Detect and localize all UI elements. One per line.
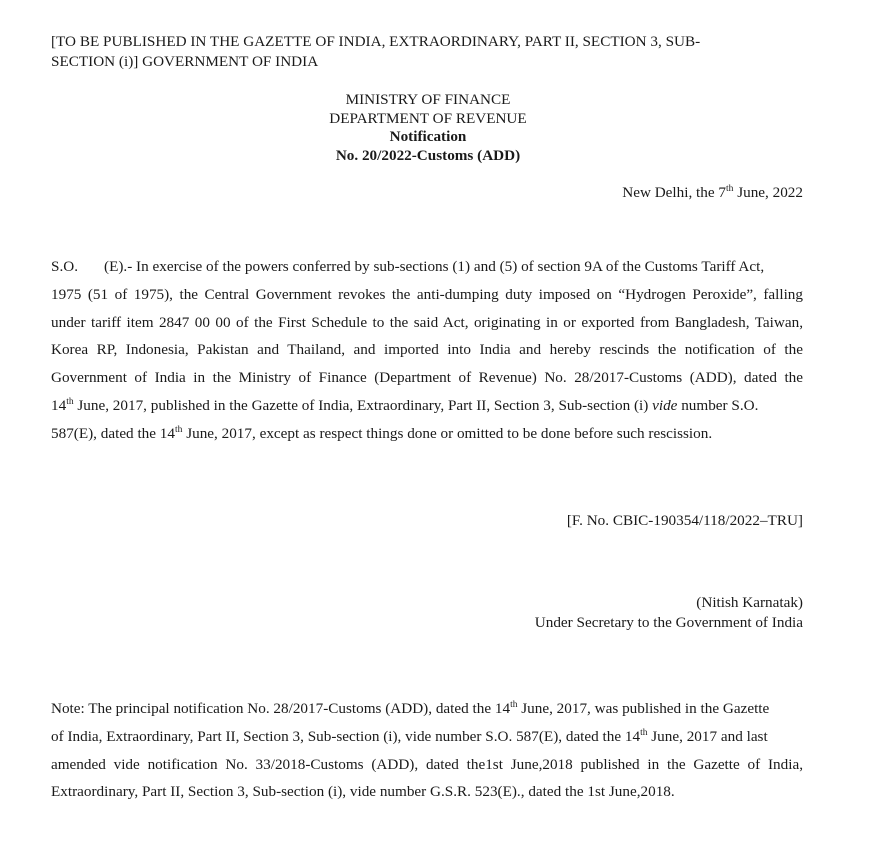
notification-body	[51, 253, 803, 448]
note-line-2-sup: th	[640, 727, 648, 738]
body-line-6-b: June, 2017, published in the Gazette of India, Extraordinary, Part II, Section 3, Sub-section (i)	[73, 396, 653, 414]
body-line-6-vide: vide	[652, 396, 678, 414]
body-line-7-sup: th	[175, 424, 183, 435]
file-number: [F. No. CBIC-190354/118/2022–TRU]	[566, 512, 803, 529]
note-line-2-b: June, 2017 and last	[647, 727, 768, 745]
note-line-1-a: Note: The principal notification No. 28/2017-Customs (ADD), dated the 14	[51, 700, 511, 717]
note-section	[51, 695, 803, 806]
body-line-5: Government of India in the Ministry of Finance (Department of Revenue) No. 28/2017-Customs (ADD), dated the	[51, 369, 803, 387]
notification-title: Notification	[389, 128, 467, 145]
signatory-designation: Under Secretary to the Government of India	[534, 614, 803, 631]
note-line-2-a: of India, Extraordinary, Part II, Section 3, Sub-section (i), vide number S.O. 587(E), dated the 14	[51, 727, 641, 745]
body-line-6-c: number S.O.	[677, 396, 759, 414]
body-line-7	[51, 420, 803, 448]
body-line-6-a: 14	[51, 396, 67, 414]
body-line-1	[51, 253, 803, 281]
note-line-2	[51, 723, 803, 751]
notification-number: No. 20/2022-Customs (ADD)	[335, 147, 521, 164]
dateline-suffix: June, 2022	[733, 184, 803, 201]
body-line-4: Korea RP, Indonesia, Pakistan and Thailand, and imported into India and hereby rescinds the notification of the	[51, 341, 803, 359]
note-line-3: amended vide notification No. 33/2018-Customs (ADD), dated the1st June,2018 published in the Gazette of India,	[51, 755, 803, 773]
note-line-4: Extraordinary, Part II, Section 3, Sub-section (i), vide number G.S.R. 523(E)., dated the 1st June,2018.	[51, 783, 675, 801]
signatory-name: (Nitish Karnatak)	[696, 594, 803, 611]
body-line-2: 1975 (51 of 1975), the Central Government revokes the anti-dumping duty imposed on “Hydrogen Peroxide”, falling	[51, 285, 803, 303]
note-line-1	[51, 695, 803, 723]
ministry-name: MINISTRY OF FINANCE	[345, 91, 511, 108]
body-line-1-text: (E).- In exercise of the powers conferred by sub-sections (1) and (5) of section 9A of the Customs Tariff Act,	[104, 258, 765, 275]
dateline	[622, 183, 803, 203]
body-line-7-b: June, 2017, except as respect things done or omitted to be done before such rescission.	[182, 424, 713, 442]
so-label: S.O.	[51, 258, 79, 275]
body-line-3: under tariff item 2847 00 00 of the First Schedule to the said Act, originating in or exported from Bangladesh, Taiwan,	[51, 313, 803, 331]
note-line-1-b: June, 2017, was published in the Gazette	[517, 700, 770, 717]
body-line-6	[51, 392, 803, 420]
dateline-prefix: New Delhi, the 7	[622, 184, 726, 201]
gazette-header-line-1: [TO BE PUBLISHED IN THE GAZETTE OF INDIA, EXTRAORDINARY, PART II, SECTION 3, SUB-	[51, 33, 701, 50]
note-line-1-sup: th	[510, 700, 518, 710]
department-name: DEPARTMENT OF REVENUE	[329, 110, 527, 127]
dateline-sup: th	[726, 184, 734, 194]
body-line-7-a: 587(E), dated the 14	[51, 424, 175, 442]
gazette-header-line-2: SECTION (i)] GOVERNMENT OF INDIA	[51, 53, 319, 70]
body-line-6-sup: th	[66, 396, 74, 407]
